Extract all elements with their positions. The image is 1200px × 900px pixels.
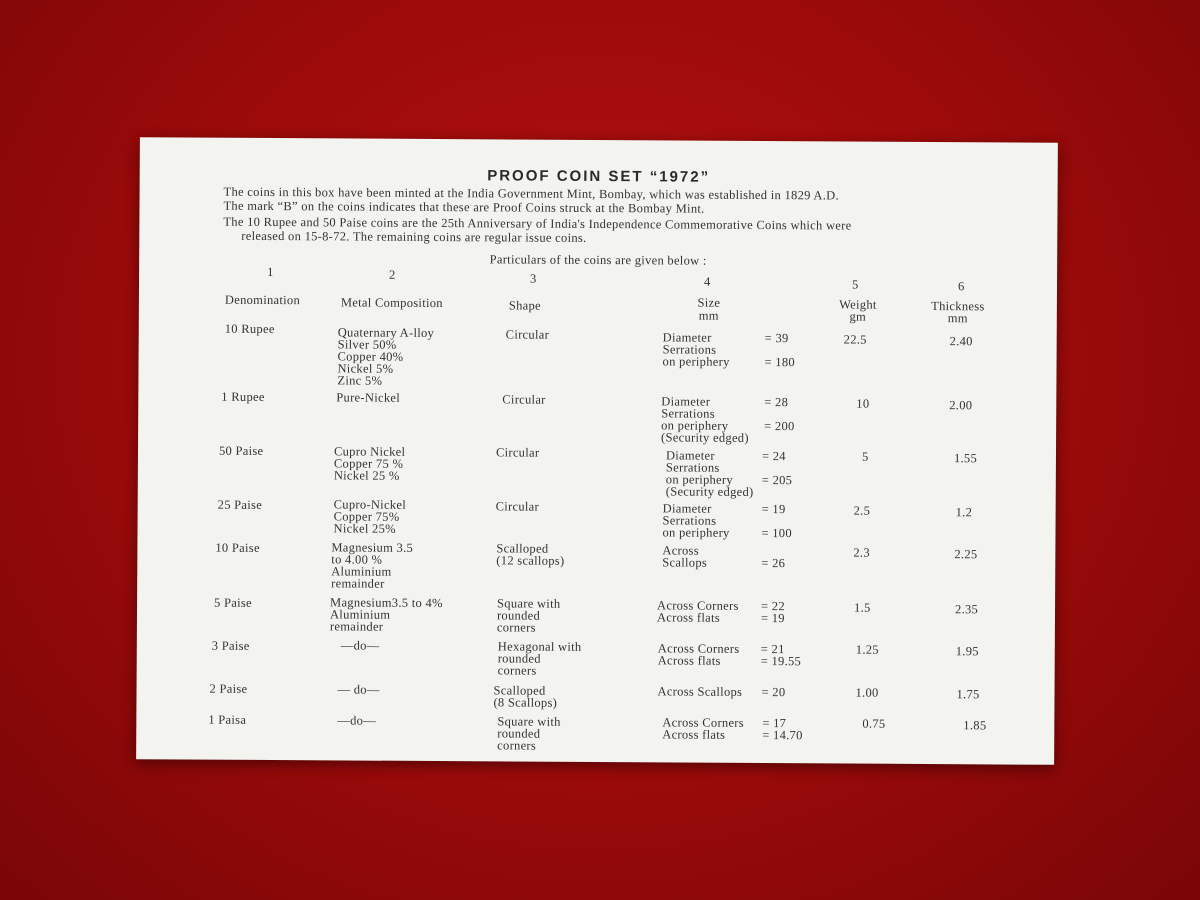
row-2-paise-size-val-1: = 20 [761,685,786,700]
row-10-rupee-metal-3: Copper 40% [337,349,404,364]
row-1-paisa-size-val-1: = 17 [762,716,787,731]
row-25-paise-size-2: Serrations [662,513,717,528]
row-50-paise-size-3: on periphery [665,472,733,487]
row-50-paise-size-val-1: = 24 [761,449,786,464]
row-10-rupee-metal-2: Silver 50% [337,337,397,352]
row-3-paise-size-1: Across Corners [657,641,740,656]
row-1-rupee-shape: Circular [502,392,546,407]
row-2-paise-shape-2: (8 Scallops) [493,695,558,710]
row-2-paise-weight: 1.00 [855,685,879,700]
row-50-paise-size-val-3: = 205 [761,473,793,488]
row-10-paise-thickness: 2.25 [954,547,978,562]
row-1-paisa-thickness: 1.85 [963,718,987,733]
header-thickness: Thickness [931,299,985,314]
column-number-4: 4 [703,274,711,289]
row-1-rupee-metal: Pure-Nickel [336,390,401,405]
row-10-paise-metal-3: Aluminium [331,564,392,579]
row-10-paise-size-1: Across [662,543,699,558]
row-10-rupee-denomination: 10 Rupee [224,321,275,337]
row-1-paisa-denomination: 1 Paisa [208,712,247,727]
row-10-paise-metal-2: to 4.00 % [331,552,383,567]
row-10-rupee-metal-5: Zinc 5% [337,373,383,388]
row-3-paise-denomination: 3 Paise [211,638,250,653]
row-10-paise-shape-2: (12 scallops) [496,553,565,568]
row-5-paise-size-val-1: = 22 [761,599,785,614]
row-1-rupee-size-val-1: = 28 [764,395,789,410]
row-2-paise-denomination: 2 Paise [209,681,248,696]
row-5-paise-weight: 1.5 [854,600,871,615]
row-10-rupee-size-val-3: = 180 [764,355,796,370]
row-25-paise-denomination: 25 Paise [217,497,263,512]
row-2-paise-thickness: 1.75 [956,687,980,702]
row-10-rupee-metal-1: Quaternary A-lloy [337,325,435,341]
proof-coin-set-card [136,137,1058,765]
row-50-paise-size-2: Serrations [665,460,720,475]
row-1-rupee-weight: 10 [856,396,870,411]
row-5-paise-shape-2: rounded [496,608,541,623]
particulars-intro: Particulars of the coins are given below : [489,252,707,268]
row-25-paise-metal-1: Cupro-Nickel [333,497,407,512]
row-50-paise-weight: 5 [861,449,869,464]
row-25-paise-size-3: on periphery [662,525,730,540]
row-10-paise-size-2: Scallops [662,555,708,570]
row-3-paise-shape-1: Hexagonal with [497,639,582,654]
row-50-paise-shape: Circular [495,445,540,460]
column-number-3: 3 [530,271,537,286]
row-5-paise-size-val-2: = 19 [760,611,785,626]
row-50-paise-thickness: 1.55 [953,451,978,466]
row-5-paise-size-1: Across Corners [657,598,739,613]
row-25-paise-size-val-3: = 100 [761,526,792,541]
intro-line-1: The coins in this box have been minted at the India Government Mint, Bombay, which was established in 1829 A.D. [223,184,839,203]
row-10-rupee-metal-4: Nickel 5% [337,361,394,376]
row-10-rupee-thickness: 2.40 [949,334,973,349]
intro-line-2: The mark “B” on the coins indicates that these are Proof Coins struck at the Bombay Mint. [223,198,705,216]
row-3-paise-size-2: Across flats [657,653,721,668]
column-number-6: 6 [957,279,965,294]
column-number-1: 1 [267,264,274,280]
row-10-rupee-shape: Circular [505,327,550,342]
row-5-paise-denomination: 5 Paise [214,595,252,610]
row-3-paise-shape-3: corners [497,663,537,678]
row-10-rupee-size-val-1: = 39 [764,331,789,346]
row-1-paisa-size-val-2: = 14.70 [762,728,803,743]
card-title: PROOF COIN SET “1972” [487,167,711,186]
row-10-paise-shape-1: Scalloped [496,541,549,556]
row-10-rupee-size-2: Serrations [662,342,717,357]
row-1-rupee-thickness: 2.00 [949,398,973,413]
row-25-paise-metal-2: Copper 75% [333,509,400,524]
row-25-paise-size-1: Diameter [662,501,712,516]
column-number-2: 2 [389,267,396,282]
row-1-paisa-weight: 0.75 [862,716,886,731]
row-3-paise-size-val-2: = 19.55 [760,654,802,669]
row-1-paisa-shape-1: Square with [497,714,561,729]
column-number-5: 5 [851,277,859,292]
row-2-paise-size-1: Across Scallops [657,684,743,699]
row-1-rupee-size-3: on periphery [661,418,729,433]
row-10-paise-size-val-2: = 26 [761,556,786,571]
row-50-paise-denomination: 50 Paise [218,443,264,458]
row-5-paise-metal-1: Magnesium3.5 to 4% [330,595,443,611]
row-1-paisa-size-1: Across Corners [662,715,745,730]
row-3-paise-size-val-1: = 21 [760,642,785,657]
row-1-paisa-metal: —do— [337,713,377,728]
row-2-paise-metal: — do— [337,682,380,697]
row-3-paise-thickness: 1.95 [955,644,979,659]
row-3-paise-weight: 1.25 [855,642,879,657]
row-3-paise-metal: —do— [340,638,380,653]
row-1-rupee-size-4: (Security edged) [661,430,749,445]
row-5-paise-shape-1: Square with [497,596,561,611]
header-size-unit: mm [698,308,719,323]
header-weight: Weight [839,297,877,312]
row-50-paise-size-4: (Security edged) [665,484,754,499]
row-1-paisa-size-2: Across flats [662,727,726,742]
row-50-paise-metal-3: Nickel 25 % [333,468,400,483]
row-5-paise-shape-3: corners [496,620,536,635]
row-25-paise-thickness: 1.2 [955,505,973,520]
header-size: Size [697,295,721,310]
row-25-paise-metal-3: Nickel 25% [333,521,396,536]
row-5-paise-metal-2: Aluminium [329,607,391,622]
row-2-paise-shape-1: Scalloped [493,683,546,698]
header-denomination: Denomination [224,292,301,308]
row-3-paise-shape-2: rounded [497,651,541,666]
row-50-paise-size-1: Diameter [665,448,715,463]
row-10-rupee-size-3: on periphery [662,354,730,369]
row-5-paise-metal-3: remainder [329,619,384,634]
row-50-paise-metal-2: Copper 75 % [333,456,404,471]
row-1-paisa-shape-2: rounded [497,726,541,741]
header-shape: Shape [508,298,541,313]
header-weight-unit: gm [849,309,867,324]
header-metal-composition: Metal Composition [340,295,443,311]
row-25-paise-weight: 2.5 [853,503,871,518]
row-5-paise-size-2: Across flats [656,610,720,625]
row-1-rupee-size-val-3: = 200 [764,419,795,434]
row-10-paise-weight: 2.3 [853,545,870,560]
row-50-paise-metal-1: Cupro Nickel [333,444,406,459]
row-1-rupee-size-2: Serrations [661,406,715,421]
row-10-paise-metal-4: remainder [331,576,385,591]
row-10-paise-denomination: 10 Paise [215,540,260,555]
intro-line-4: released on 15-8-72. The remaining coins are regular issue coins. [241,228,587,245]
header-thickness-unit: mm [947,311,968,326]
row-25-paise-shape: Circular [495,499,540,514]
row-10-rupee-size-1: Diameter [662,330,712,345]
row-5-paise-thickness: 2.35 [954,602,979,617]
row-1-paisa-shape-3: corners [497,738,537,753]
row-25-paise-size-val-1: = 19 [761,502,786,517]
row-1-rupee-size-1: Diameter [661,394,711,409]
intro-line-3: The 10 Rupee and 50 Paise coins are the 25th Anniversary of India's Independence Commemorative Coins which were [223,214,852,233]
row-10-rupee-weight: 22.5 [843,332,867,347]
row-1-rupee-denomination: 1 Rupee [221,389,265,404]
row-10-paise-metal-1: Magnesium 3.5 [331,540,414,555]
